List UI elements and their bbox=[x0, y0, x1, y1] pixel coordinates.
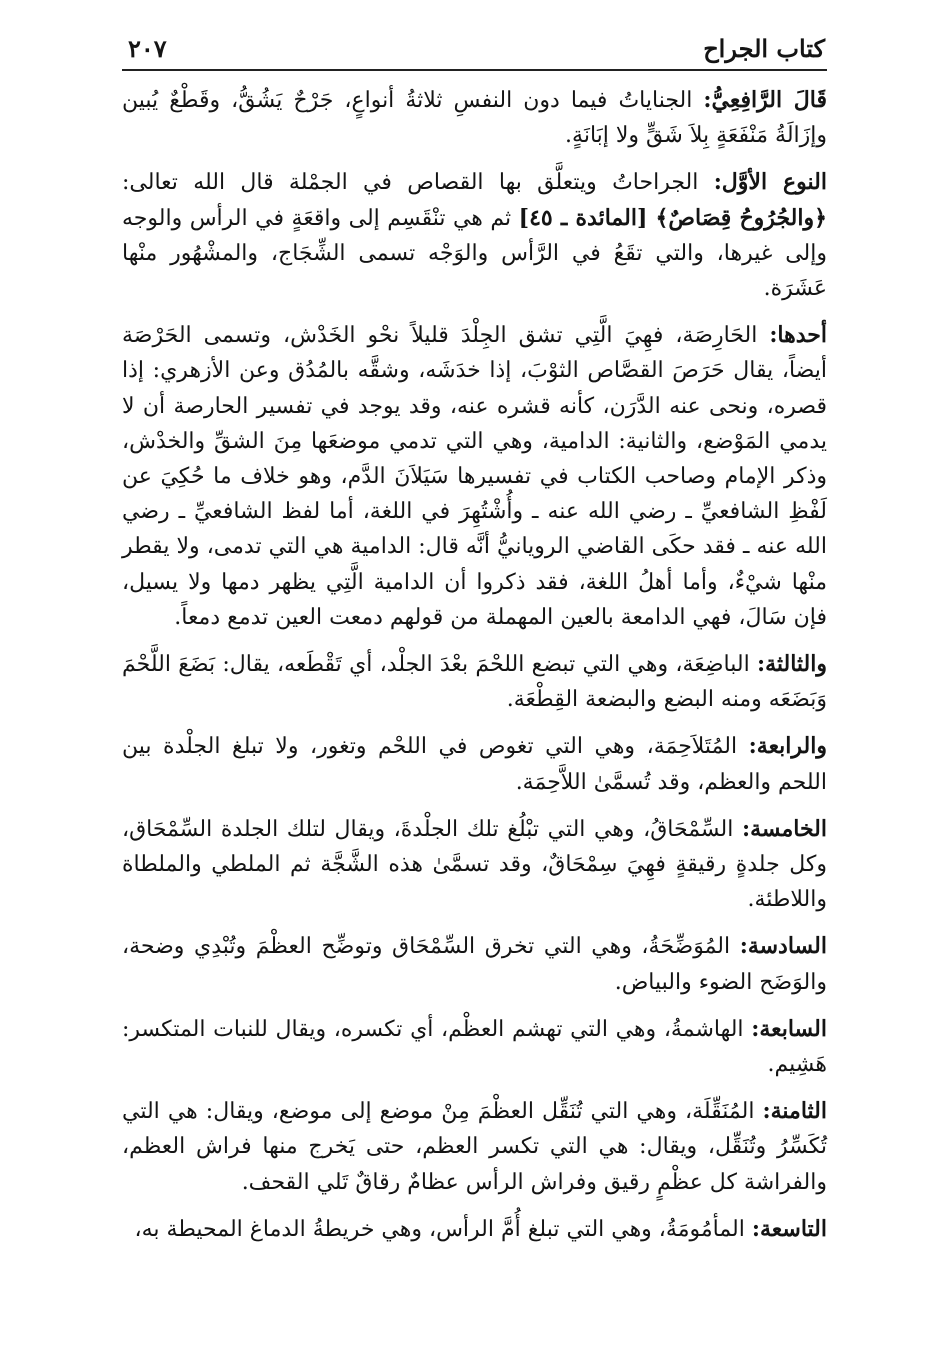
page-body bbox=[122, 83, 827, 1247]
page-number: ٢٠٧ bbox=[128, 34, 167, 63]
paragraph-fifth-simhaq bbox=[122, 812, 827, 918]
paragraph-text: الهاشمةُ، وهي التي تهشم العظْم، أي تكسره، ويقال للنبات المتكسر: هَشِيم. bbox=[122, 1016, 827, 1078]
paragraph-lead: قَالَ الرَّافِعِيُّ: bbox=[703, 87, 827, 113]
paragraph-fourth-mutalahima bbox=[122, 729, 827, 799]
paragraph-lead: التاسعة: bbox=[751, 1215, 827, 1242]
paragraph-eighth-munaqqila bbox=[122, 1094, 827, 1200]
paragraph-sixth-mudiha bbox=[122, 929, 827, 999]
paragraph-text: ثم هي تنْقَسِم إلى واقعَةٍ في الرأس والوجه وإلى غيرها، والتي تقَعُ في الرَّأس والوَجْه تسمى الشِّجَاج، والمشْهُور منْها عَشَرَة. bbox=[122, 205, 827, 302]
paragraph-seventh-hashima bbox=[122, 1012, 827, 1082]
paragraph-third-badia bbox=[122, 647, 827, 717]
paragraph-lead: والرابعة: bbox=[748, 733, 827, 760]
paragraph-rafii bbox=[122, 83, 827, 153]
paragraph-text: الحَارِصَة، فهِيَ الَّتِي تشق الجِلْدَ قليلاً نحْو الخَدْش، وتسمى الحَرْصَة أيضاً، يقال حَرَصَ القصَّاص الثوْبَ، إذا خدَشَه، وشقَّه بالمُدُق وعن الأزهري: إذا قصره، ونحى عنه الدَّرَن، كأنه قشره عنه، وقد يوجد في تفسير الحارصة أن لا يدمي المَوْضع، والثانية: الدامية، وهي التي تدمي موضعَها مِنَ الشقِّ والخدْش، وذكر الإمام وصاحب الكتاب في تفسيرها سَيَلاَنَ الدَّم، وهو خلاف ما حُكِيَ عن لَفْظِ الشافعيِّ ـ رضي الله عنه ـ وأُشْتُهِرَ في اللغة، أما لفظ الشافعيِّ ـ رضي الله عنه ـ فقد حكَى القاضي الرويانيُّ أنَّه قال: الدامية هي التي تدمى، ولا يقطر منْها شيْءٌ، وأما أهلُ اللغة، فقد ذكروا أن الدامية الَّتِي يظهر دمها ولا يسيل، فإن سَالَ، فهي الدامعة بالعين المهملة من قولهم دمعت العين تدمع دمعاً. bbox=[122, 323, 827, 630]
paragraph-text: المأمُومَةُ، وهي التي تبلغ أُمَّ الرأس، وهي خريطةُ الدماغ المحيطة به، bbox=[134, 1216, 752, 1242]
paragraph-text: الجناياتُ فيما دون النفسِ ثلاثةُ أنواعٍ، جَرْحٌ يَشُقُّ، وقَطْعٌ يُبين وإزَالَةُ مَنْفَعَةٍ بِلاَ شَقٍّ ولا إبَانَةٍ. bbox=[122, 88, 827, 149]
paragraph-text: الجراحاتُ ويتعلَّق بها القصاص في الجمْلة قال الله تعالى: bbox=[122, 170, 714, 196]
running-header bbox=[122, 34, 827, 69]
header-rule bbox=[122, 69, 827, 71]
paragraph-text: المُنَقِّلَة، وهي التي تُنَقِّل العظْمَ مِنْ موضع إلى موضع، ويقال: هي التي تُكَسِّرُ وتُنَقِّل، ويقال: هي التي تكسر العظم، حتى يَخرج منها فراش العظم، والفراشة كل عظْمٍ رقيق وفراش الرأس عظامٌ رقاقٌ تَلي القحف. bbox=[122, 1099, 827, 1195]
paragraph-text: السِّمْحَاقُ، وهي التي تبْلُغ تلك الجلْدةَ، ويقال لتلك الجلدة السِّمْحَاق، وكل جلدةٍ رقيقةٍ فهِيَ سِمْحَاقٌ، وقد تسمَّىٰ هذه الشَّجَّة ثم الملطي والملطاة واللاطئة. bbox=[122, 816, 827, 913]
paragraph-ninth-mamuma bbox=[122, 1212, 827, 1247]
paragraph-lead: والثالثة: bbox=[756, 651, 827, 678]
paragraph-lead: أحدها: bbox=[769, 322, 827, 349]
paragraph-text: المُتَلاَحِمَة، وهي التي تغوص في اللحْم وتغور، ولا تبلغ الجلْدة بين اللحم والعظم، وقد تُسمَّىٰ اللاَّحِمَة. bbox=[122, 734, 827, 795]
paragraph-lead: السابعة: bbox=[751, 1015, 827, 1042]
paragraph-first-harisa bbox=[122, 318, 827, 635]
paragraph-first-type bbox=[122, 165, 827, 306]
paragraph-lead: النوع الأوَّل: bbox=[713, 169, 828, 196]
paragraph-lead: السادسة: bbox=[739, 933, 827, 960]
quran-quote: ﴿والجُرُوحُ قِصَاصٌ﴾ [المائدة ـ ٤٥] bbox=[518, 204, 827, 231]
paragraph-text: المُوَضِّحَةُ، وهي التي تخرق السِّمْحَاق وتوضِّح العظْمَ وتُبْدِي وضحة، والوَضَح الضوء والبياض. bbox=[122, 934, 827, 995]
paragraph-lead: الثامنة: bbox=[762, 1098, 827, 1125]
paragraph-lead: الخامسة: bbox=[741, 815, 827, 842]
paragraph-text: الباضِعَة، وهي التي تبضع اللحْمَ بعْدَ الجلْد، أي تَقْطَعه، يقال: بَضَعَ اللَّحْمَ وَبَضَعَه ومنه البضع والبضعة القِطْعَة. bbox=[122, 652, 827, 713]
book-title: كتاب الجراح bbox=[703, 34, 825, 63]
